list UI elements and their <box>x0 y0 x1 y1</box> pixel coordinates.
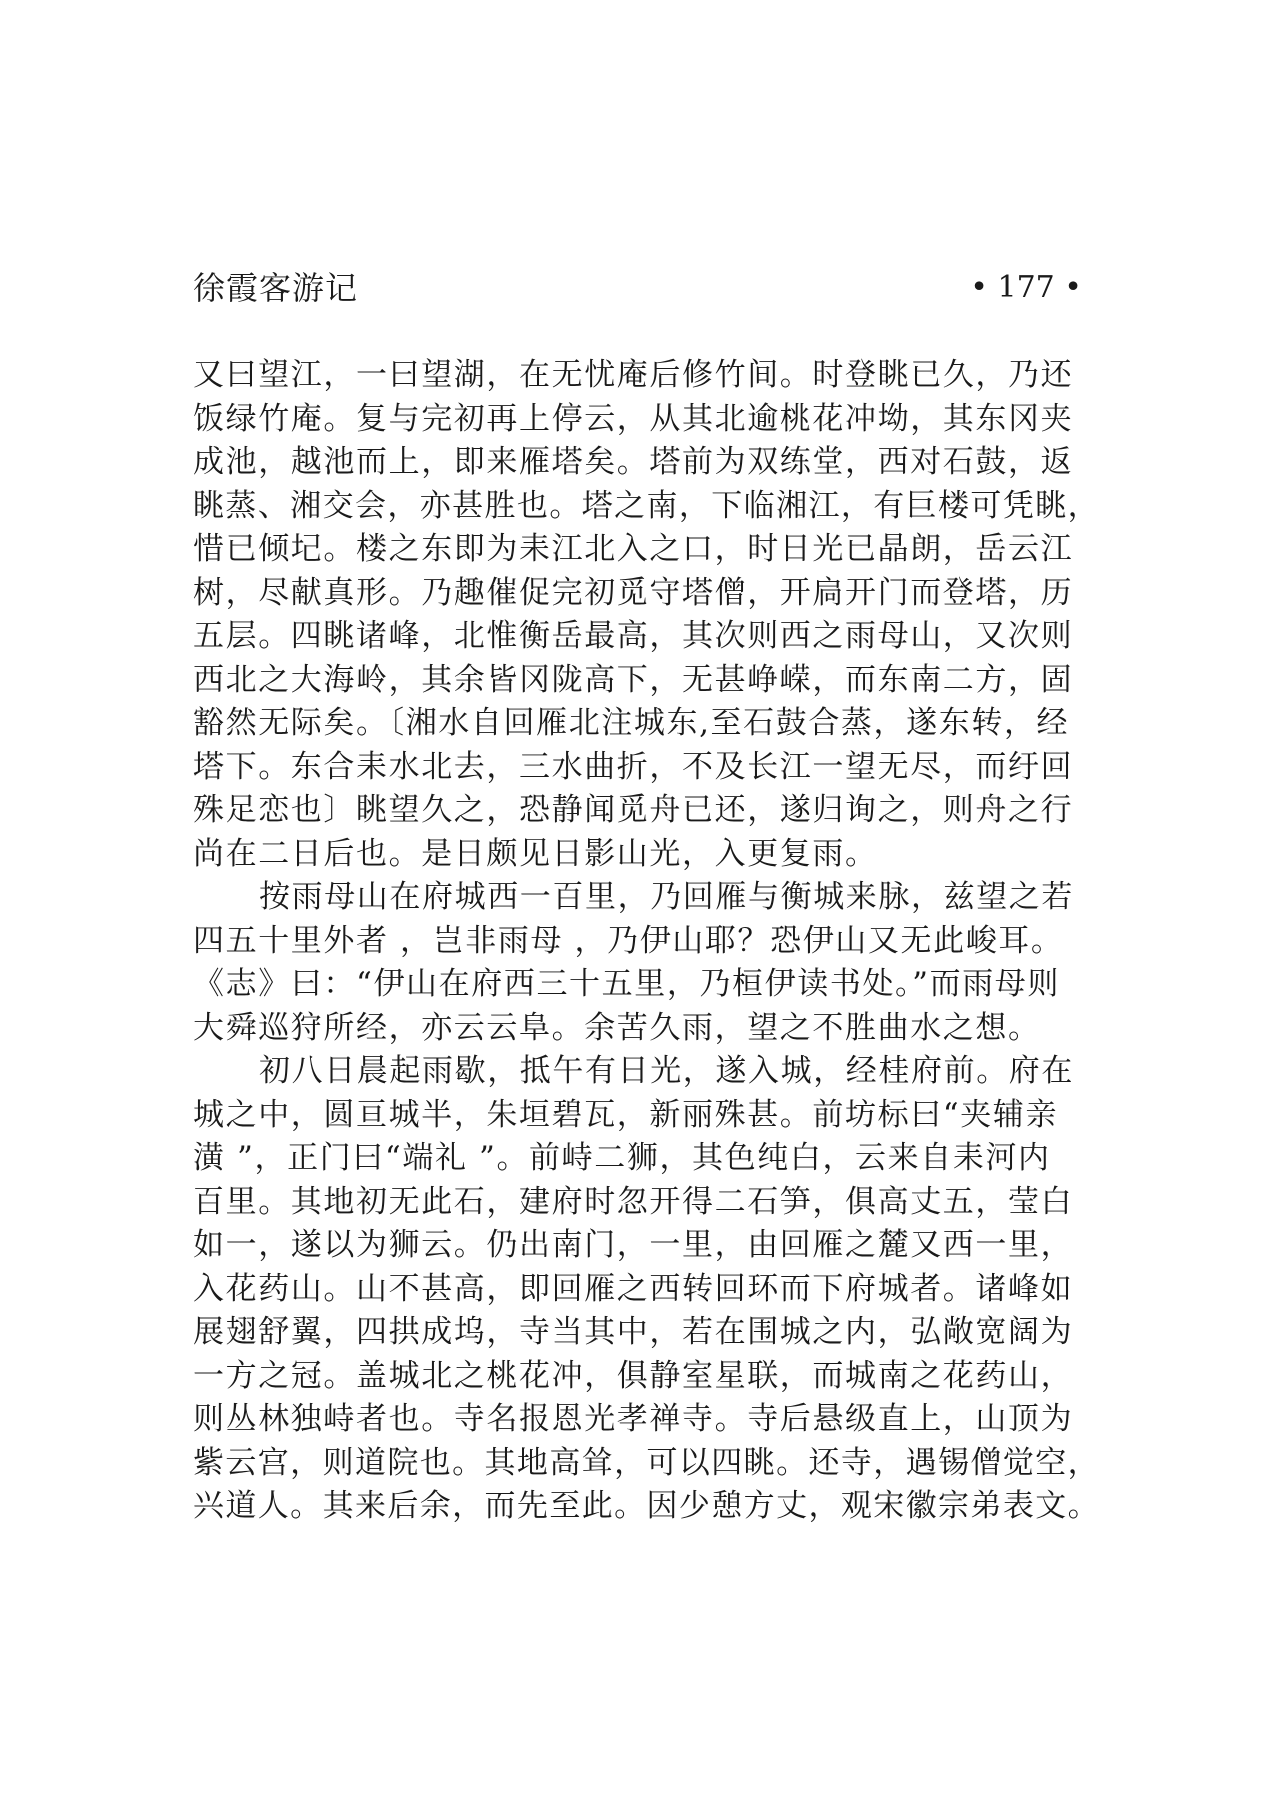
text-line: 成池，越池而上，即来雁塔矣。塔前为双练堂，西对石鼓，返 <box>193 444 1074 480</box>
text-line: 五层。四眺诸峰，北惟衡岳最高，其次则西之雨母山，又次则 <box>193 618 1074 654</box>
text-line: 展翅舒翼，四拱成坞，寺当其中，若在围城之内，弘敞宽阔为 <box>193 1314 1074 1350</box>
page-number: • 177 • <box>970 270 1082 305</box>
text-line: 豁然无际矣。〔湘水自回雁北注城东,至石鼓合蒸，遂东转，经 <box>193 705 1070 741</box>
text-line: 塔下。东合耒水北去，三水曲折，不及长江一望无尽，而纡回 <box>193 748 1074 785</box>
text-line: 按雨母山在府城西一百里，乃回雁与衡城来脉，兹望之若 <box>259 879 1074 915</box>
text-line: 城之中，圆亘城半，朱垣碧瓦，新丽殊甚。前坊标曰“夹辅亲 <box>193 1096 1059 1133</box>
text-line: 紫云宫，则道院也。其地高耸，可以四眺。还寺，遇锡僧觉空， <box>193 1444 1100 1481</box>
text-line: 殊足恋也〕眺望久之，恐静闻觅舟已还，遂归询之，则舟之行 <box>193 792 1074 828</box>
text-line: 潢 ”，正门曰“端礼 ”。前峙二狮，其色纯白，云来自耒河内 <box>193 1140 1051 1176</box>
text-line: 一方之冠。盖城北之桃花冲，俱静室星联，而城南之花药山， <box>193 1357 1074 1394</box>
text-line: 眺蒸、湘交会，亦甚胜也。塔之南，下临湘江，有巨楼可凭眺， <box>193 487 1100 524</box>
text-line: 如一，遂以为狮云。仍出南门，一里，由回雁之麓又西一里， <box>193 1227 1074 1263</box>
body-text <box>193 354 1103 1529</box>
text-line: 则丛林独峙者也。寺名报恩光孝禅寺。寺后悬级直上，山顶为 <box>193 1401 1074 1437</box>
text-line: 入花药山。山不甚高，即回雁之西转回环而下府城者。诸峰如 <box>193 1270 1074 1307</box>
text-line: 兴道人。其来后余，而先至此。因少憩方丈，观宋徽宗弟表文。 <box>193 1488 1100 1524</box>
text-line: 百里。其地初无此石，建府时忽开得二石笋，俱高丈五，莹白 <box>193 1183 1074 1220</box>
text-line: 尚在二日后也。是日颇见日影山光，入更复雨。 <box>193 835 878 872</box>
text-line: 西北之大海岭，其余皆冈陇高下，无甚峥嵘，而东南二方，固 <box>193 661 1074 698</box>
text-line: 饭绿竹庵。复与完初再上停云，从其北逾桃花冲坳，其东冈夹 <box>193 400 1074 437</box>
text-line: 大舜巡狩所经，亦云云阜。余苦久雨，望之不胜曲水之想。 <box>193 1009 1041 1046</box>
book-title: 徐霞客游记 <box>193 269 359 307</box>
text-line: 四五十里外者 ，岂非雨母 ，乃伊山耶？恐伊山又无此峻耳。 <box>193 922 1064 959</box>
text-line: 《志》曰：“伊山在府西三十五里，乃桓伊读书处。”而雨母则 <box>193 966 1060 1002</box>
text-line: 初八日晨起雨歇，抵午有日光，遂入城，经桂府前。府在 <box>259 1053 1074 1089</box>
text-line: 树，尽献真形。乃趣催促完初觅守塔僧，开扃开门而登塔，历 <box>193 574 1074 611</box>
text-line: 惜已倾圮。楼之东即为耒江北入之口，时日光已晶朗，岳云江 <box>193 531 1074 567</box>
running-header <box>193 262 1090 314</box>
text-line: 又曰望江，一曰望湖，在无忧庵后修竹间。时登眺已久，乃还 <box>193 357 1074 393</box>
